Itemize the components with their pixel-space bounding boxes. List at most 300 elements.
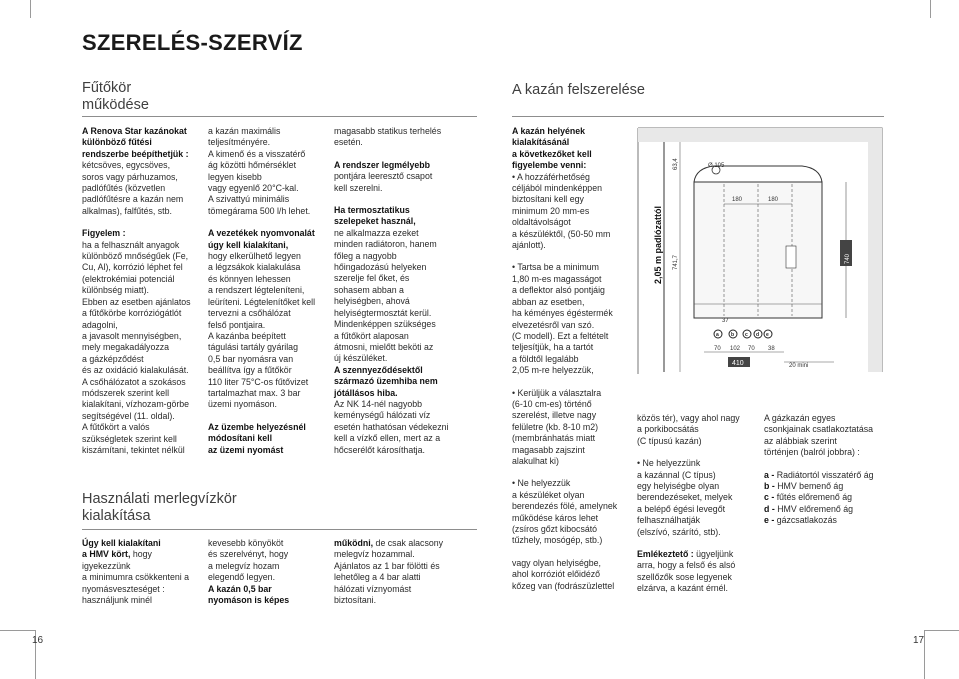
dim-20min-label: 20 mini	[789, 363, 809, 369]
text-line	[637, 492, 759, 503]
conn-label-a: a	[716, 332, 719, 338]
text-run: ne alkalmazza ezeket	[334, 227, 419, 238]
text-line	[208, 538, 328, 549]
text-line	[512, 365, 632, 376]
text-run: A fűtőkört a valós	[82, 422, 150, 433]
section-rule-left	[82, 116, 477, 117]
text-line	[208, 160, 328, 171]
text-run: 2,05 m-re helyezzük,	[512, 365, 594, 376]
text-line	[82, 572, 202, 583]
text-line	[334, 353, 464, 364]
text-line	[208, 422, 328, 433]
right-wall-band	[868, 128, 882, 372]
text-line	[82, 434, 202, 445]
text-line	[637, 436, 759, 447]
text-run: ahol korróziót előidéző	[512, 569, 601, 580]
text-run: minden radiátoron, hanem	[334, 239, 437, 250]
text-line	[334, 584, 464, 595]
text-run: egy helyiségbe olyan	[637, 481, 720, 492]
text-run: (C típusú kazán)	[637, 435, 702, 446]
text-run: Figyelem :	[82, 228, 126, 239]
text-line	[208, 194, 328, 205]
text-run: A szivattyú minimális	[208, 194, 290, 205]
text-line	[82, 240, 202, 251]
text-line	[208, 285, 328, 296]
text-run: (elektrokémiai potenciál	[82, 273, 175, 284]
dim-102-label: 102	[730, 346, 741, 352]
text-line	[512, 410, 632, 421]
text-run: nyomáson is képes	[208, 595, 290, 606]
text-run: szerelje fel őket, és	[334, 273, 410, 284]
text-line	[334, 538, 464, 549]
text-run: sohasem abban a	[334, 284, 404, 295]
dim-70a-label: 70	[714, 346, 721, 352]
text-line	[208, 240, 328, 251]
text-run: és könnyen lehessen	[208, 273, 291, 284]
dim-740-label: 740	[845, 253, 851, 264]
text-line	[82, 561, 202, 572]
text-run: kiszámítani, tekintet nélkül	[82, 444, 185, 455]
text-column-left-1	[82, 126, 202, 456]
text-line	[82, 595, 202, 606]
text-run: A vezetékek nyomvonalát	[208, 228, 315, 239]
text-run: átmosni, mielőtt beköti az	[334, 341, 434, 352]
text-line	[637, 424, 759, 435]
text-run: (membránhatás miatt	[512, 433, 596, 444]
text-run: • Ne helyezzük	[512, 478, 571, 489]
text-run: felső pontjaira.	[208, 319, 266, 330]
text-line	[334, 126, 464, 137]
text-line	[82, 549, 202, 560]
text-line	[764, 424, 894, 435]
text-run: tűzhely, mosógép, stb.)	[512, 535, 603, 546]
text-run: a kazán maximális	[208, 126, 281, 136]
text-run: ha a felhasznált anyagok	[82, 239, 180, 250]
text-column-left-2	[208, 126, 328, 456]
text-run: elzárva, a kazánt érnél.	[637, 583, 728, 594]
text-run: a légzsákok kialakulása	[208, 262, 301, 273]
text-line	[512, 331, 632, 342]
text-run: kell szerelni.	[334, 182, 383, 193]
text-line	[208, 584, 328, 595]
text-line	[82, 297, 202, 308]
text-run: hálózati víznyomást	[334, 583, 412, 594]
text-line	[512, 240, 632, 251]
text-run: tömegárama 500 l/h lehet.	[208, 205, 311, 216]
section-title-hot-water	[82, 491, 237, 525]
text-line	[512, 285, 632, 296]
text-column-right-2	[637, 413, 759, 595]
text-run: ajánlott).	[512, 240, 546, 251]
text-line	[637, 583, 759, 594]
text-line	[208, 217, 328, 228]
text-line	[512, 251, 632, 262]
text-run: • Kerüljük a választalra	[512, 387, 602, 398]
text-run: padlófűtés (közvetlen	[82, 183, 166, 194]
text-run: az alábbiak szerint	[764, 435, 837, 446]
text-run: rendszerbe beépíthetjük :	[82, 148, 189, 159]
text-run: (elszívó, szárító, stb).	[637, 526, 721, 537]
section-title-heating	[82, 80, 149, 114]
text-line	[208, 206, 328, 217]
text-line	[637, 413, 759, 424]
text-line	[208, 251, 328, 262]
text-column-right-1	[512, 126, 632, 592]
text-run: Mindenképpen szükséges	[334, 319, 436, 330]
text-run: • Tartsa be a minimum	[512, 262, 600, 273]
text-line	[208, 320, 328, 331]
text-run: módszerek szerint kell	[82, 387, 170, 398]
text-line	[334, 149, 464, 160]
text-line	[334, 422, 464, 433]
text-run: abban az esetben,	[512, 296, 585, 307]
text-line	[512, 137, 632, 148]
text-line	[334, 160, 464, 171]
text-line	[334, 194, 464, 205]
text-line	[208, 411, 328, 422]
text-run: padlófűtésre a kazán nem	[82, 194, 184, 205]
page-number-left: 16	[32, 635, 44, 646]
text-run: teljesítményére.	[208, 137, 271, 148]
text-line	[764, 413, 894, 424]
text-run: legyen kisebb	[208, 171, 262, 182]
text-line	[334, 595, 464, 606]
text-run: Cu, Al), korrózió léphet fel	[82, 262, 183, 273]
text-line	[512, 490, 632, 501]
text-run: alkalmas), falfűtés, stb.	[82, 205, 172, 216]
text-run: A kazánba beépített	[208, 330, 286, 341]
text-run: b -	[764, 481, 775, 492]
text-run: az üzemi nyomást	[208, 444, 284, 455]
text-run: használjunk minél	[82, 595, 152, 606]
text-run: keménységű hálózati víz	[334, 410, 431, 421]
text-run: a következőket kell	[512, 148, 592, 159]
text-run: A szennyeződésektől	[334, 364, 423, 375]
text-line	[764, 436, 894, 447]
text-run: 110 liter 75°C-os fűtővizet	[208, 376, 309, 387]
text-line	[512, 206, 632, 217]
text-line	[82, 149, 202, 160]
text-run: hőingadozású helyeken	[334, 262, 427, 273]
text-run: 0,5 bar nyomásra van	[208, 353, 294, 364]
text-run: különbség miatt).	[82, 285, 149, 296]
text-line	[512, 274, 632, 285]
text-run: esetén hathatósan védekezni	[334, 421, 449, 432]
text-run: A kazán helyének	[512, 126, 586, 136]
page-title: SZERELÉS-SZERVÍZ	[82, 30, 303, 55]
text-run: a belépő égési levegőt	[637, 503, 726, 514]
text-run: a fűtőkört alaposan	[334, 330, 409, 341]
text-run: céljából mindenképpen	[512, 183, 602, 194]
text-line	[512, 183, 632, 194]
text-line	[334, 137, 464, 148]
text-line	[512, 149, 632, 160]
text-run: kialakítani, vízhozam-görbe	[82, 399, 190, 410]
text-line	[512, 558, 632, 569]
text-line	[637, 458, 759, 469]
text-line	[208, 308, 328, 319]
text-run: Emlékeztető :	[637, 549, 694, 560]
text-run: A kazán 0,5 bar	[208, 583, 272, 594]
text-line	[512, 581, 632, 592]
text-run: magasabb statikus terhelés	[334, 126, 442, 136]
text-line	[637, 549, 759, 560]
text-line	[764, 515, 894, 526]
text-line	[764, 492, 894, 503]
text-run: elegendő legyen.	[208, 572, 276, 583]
text-run: teljesítjük, ha a tartót	[512, 342, 594, 353]
text-line	[512, 501, 632, 512]
text-line	[512, 547, 632, 558]
text-run: A Renova Star kazánokat	[82, 126, 187, 136]
text-run: hogy elkerülhető legyen	[208, 251, 301, 262]
text-line	[82, 354, 202, 365]
text-line	[764, 470, 894, 481]
text-line	[512, 297, 632, 308]
text-line	[512, 569, 632, 580]
text-line	[208, 388, 328, 399]
text-line	[334, 205, 464, 216]
text-line	[82, 137, 202, 148]
text-run: arra, hogy a felső és alsó	[637, 560, 736, 571]
text-line	[512, 262, 632, 273]
text-run: figyelembe venni:	[512, 160, 587, 171]
text-run: A kimenő és a visszatérő	[208, 148, 306, 159]
text-run: Az NK 14-nél nagyobb	[334, 398, 423, 409]
text-line	[208, 297, 328, 308]
text-run: esetén.	[334, 137, 363, 148]
text-line	[82, 308, 202, 319]
text-run: berendezés fölé, amelynek	[512, 501, 618, 512]
text-run: c -	[764, 492, 775, 503]
text-line	[334, 549, 464, 560]
text-line	[334, 445, 464, 456]
text-run: kőzeg van (fodrászüzlettel	[512, 580, 615, 591]
text-line	[512, 422, 632, 433]
text-run: minimum 20 mm-es	[512, 205, 590, 216]
text-run: nyomásveszteséget :	[82, 583, 165, 594]
text-line	[208, 342, 328, 353]
text-run: főleg a nagyobb	[334, 250, 397, 261]
text-run: Ajánlatos az 1 bar fölötti és	[334, 560, 440, 571]
text-run: Ha termosztatikus	[334, 205, 410, 216]
text-line	[82, 194, 202, 205]
text-line	[208, 365, 328, 376]
text-run: üzemi nyomáson.	[208, 399, 277, 410]
text-line	[512, 126, 632, 137]
section-rule-right	[512, 116, 884, 117]
text-line	[637, 572, 759, 583]
text-line	[334, 410, 464, 421]
text-line	[512, 399, 632, 410]
text-line	[512, 354, 632, 365]
section-title-installation: A kazán felszerelése	[512, 82, 645, 98]
text-line	[334, 365, 464, 376]
text-line	[208, 274, 328, 285]
text-line	[82, 377, 202, 388]
text-line	[82, 183, 202, 194]
corner-mark-br	[924, 630, 959, 679]
text-line	[512, 194, 632, 205]
text-run: különböző mnőségűek (Fe,	[82, 251, 189, 262]
text-line	[512, 433, 632, 444]
text-run: helyiségtermosztát kerül.	[334, 307, 432, 318]
conn-label-b: b	[731, 332, 735, 338]
text-run: a melegvíz hozam	[208, 560, 280, 571]
text-line	[208, 399, 328, 410]
text-line	[82, 228, 202, 239]
section-title-line: Fűtőkör	[82, 80, 132, 96]
text-run: Ebben az esetben ajánlatos	[82, 296, 191, 307]
text-run: tartalmazhat max. 3 bar	[208, 387, 301, 398]
text-line	[208, 331, 328, 342]
text-line	[637, 447, 759, 458]
text-run: igyekezzünk	[82, 560, 131, 571]
text-line	[208, 572, 328, 583]
text-run: HMV bemenő ág	[774, 481, 844, 492]
text-run: melegvíz hozammal.	[334, 549, 415, 560]
text-run: 1,80 m-es magasságot	[512, 273, 602, 284]
text-run: a porkibocsátás	[637, 424, 699, 435]
text-line	[334, 388, 464, 399]
text-line	[334, 285, 464, 296]
text-run: ág közötti hőmérséklet	[208, 160, 297, 171]
section-title-line: működése	[82, 97, 149, 113]
text-line	[512, 308, 632, 319]
text-run: magasabb zajszint	[512, 444, 585, 455]
text-line	[512, 478, 632, 489]
text-run: csonkjainak csatlakoztatása	[764, 424, 874, 435]
text-line	[82, 251, 202, 262]
corner-mark-tr	[930, 0, 959, 18]
text-line	[764, 447, 894, 458]
text-line	[208, 137, 328, 148]
corner-mark-tl	[0, 0, 31, 18]
text-line	[82, 320, 202, 331]
text-line	[82, 365, 202, 376]
text-line	[512, 513, 632, 524]
text-column-left-3	[334, 126, 464, 456]
text-run: kell a vízkő ellen, mert az a	[334, 433, 441, 444]
text-line	[334, 239, 464, 250]
text-run: • A hozzáférhetőség	[512, 171, 590, 182]
text-run: Úgy kell kialakítani	[82, 538, 161, 548]
text-run: kevesebb könyököt	[208, 538, 284, 548]
text-line	[82, 206, 202, 217]
text-run: közös tér), vagy ahol nagy	[637, 413, 740, 423]
height-label: 2,05 m padlózattól	[653, 205, 663, 284]
text-line	[82, 445, 202, 456]
text-run: a HMV kört,	[82, 549, 131, 560]
text-run: A csőhálózatot a szokásos	[82, 376, 186, 387]
text-run: pontjára leeresztő csapot	[334, 171, 433, 182]
text-line	[334, 216, 464, 227]
text-line	[512, 342, 632, 353]
text-line	[82, 274, 202, 285]
text-run: vagy olyan helyiségbe,	[512, 557, 602, 568]
text-line	[637, 470, 759, 481]
text-run: a kazánnal (C típus)	[637, 469, 716, 480]
dim-63-label: 63,4	[673, 158, 679, 170]
text-run: ügyeljünk	[693, 549, 734, 560]
dim-d105-label: Ø 105	[708, 163, 725, 169]
text-line	[82, 538, 202, 549]
text-line	[208, 228, 328, 239]
text-line	[208, 595, 328, 606]
text-line	[512, 160, 632, 171]
text-column-bottom-1	[82, 538, 202, 606]
text-run: felületre (kb. 8-10 m2)	[512, 421, 599, 432]
text-run: (zsíros gőzt kibocsátó	[512, 524, 598, 534]
text-run: szerelést, illetve nagy	[512, 410, 597, 421]
text-run: ha kéményes égéstermék	[512, 308, 613, 319]
text-run: berendezéseket, melyek	[637, 492, 733, 503]
text-line	[334, 308, 464, 319]
text-run: de csak alacsony	[373, 538, 444, 548]
text-line	[334, 342, 464, 353]
text-run: új készüléket.	[334, 353, 388, 364]
text-run: tágulási tartály gyárilag	[208, 342, 298, 353]
text-run: kialakításánál	[512, 137, 570, 148]
text-run: • Ne helyezzünk	[637, 458, 701, 469]
text-line	[334, 319, 464, 330]
text-run: helyiségben, ahová	[334, 296, 410, 307]
dim-70b-label: 70	[748, 346, 755, 352]
text-run: és szerelvényt, hogy	[208, 549, 289, 560]
text-run: soros vagy párhuzamos,	[82, 171, 178, 182]
page-number-right: 17	[913, 635, 925, 646]
text-column-right-3	[764, 413, 894, 527]
dim-410-label: 410	[732, 360, 744, 367]
text-run: A rendszer legmélyebb	[334, 159, 430, 170]
text-line	[512, 320, 632, 331]
text-run: hőcserélőt károsíthatja.	[334, 444, 425, 455]
text-line	[208, 262, 328, 273]
text-line	[82, 217, 202, 228]
text-run: (C modell). Ezt a feltételt	[512, 330, 609, 341]
text-run: tervezni a csőhálózat	[208, 308, 291, 319]
dim-7417-label: 741,7	[673, 254, 679, 270]
text-run: a minimumra csökkenteni a	[82, 572, 190, 583]
text-line	[208, 126, 328, 137]
text-run: d -	[764, 503, 775, 514]
text-run: a földtől legalább	[512, 353, 579, 364]
text-line	[512, 535, 632, 546]
text-run: (6-10 cm-es) történő	[512, 398, 592, 409]
text-line	[208, 354, 328, 365]
text-run: Az üzembe helyezésnél	[208, 421, 306, 432]
corner-mark-bl	[0, 630, 36, 679]
text-line	[512, 217, 632, 228]
text-run: szelepeket használ,	[334, 216, 416, 227]
text-line	[512, 456, 632, 467]
text-line	[208, 377, 328, 388]
text-run: jótállásos hiba.	[334, 387, 398, 398]
section-title-line: Használati merlegvízkör	[82, 491, 237, 507]
text-run: HMV előremenő ág	[774, 503, 853, 514]
text-line	[208, 433, 328, 444]
text-run: szellőzők sose legyenek	[637, 571, 732, 582]
text-run: felhasználhatják	[637, 515, 701, 526]
text-run: segítségével (11. oldal).	[82, 410, 175, 421]
dim-37-label: 37	[722, 318, 729, 324]
ceiling-band	[638, 128, 882, 142]
text-run: a gázképződést	[82, 353, 144, 364]
text-line	[82, 285, 202, 296]
text-run: úgy kell kialakítani,	[208, 239, 289, 250]
text-line	[82, 411, 202, 422]
text-run: fűtés előremenő ág	[774, 492, 853, 503]
